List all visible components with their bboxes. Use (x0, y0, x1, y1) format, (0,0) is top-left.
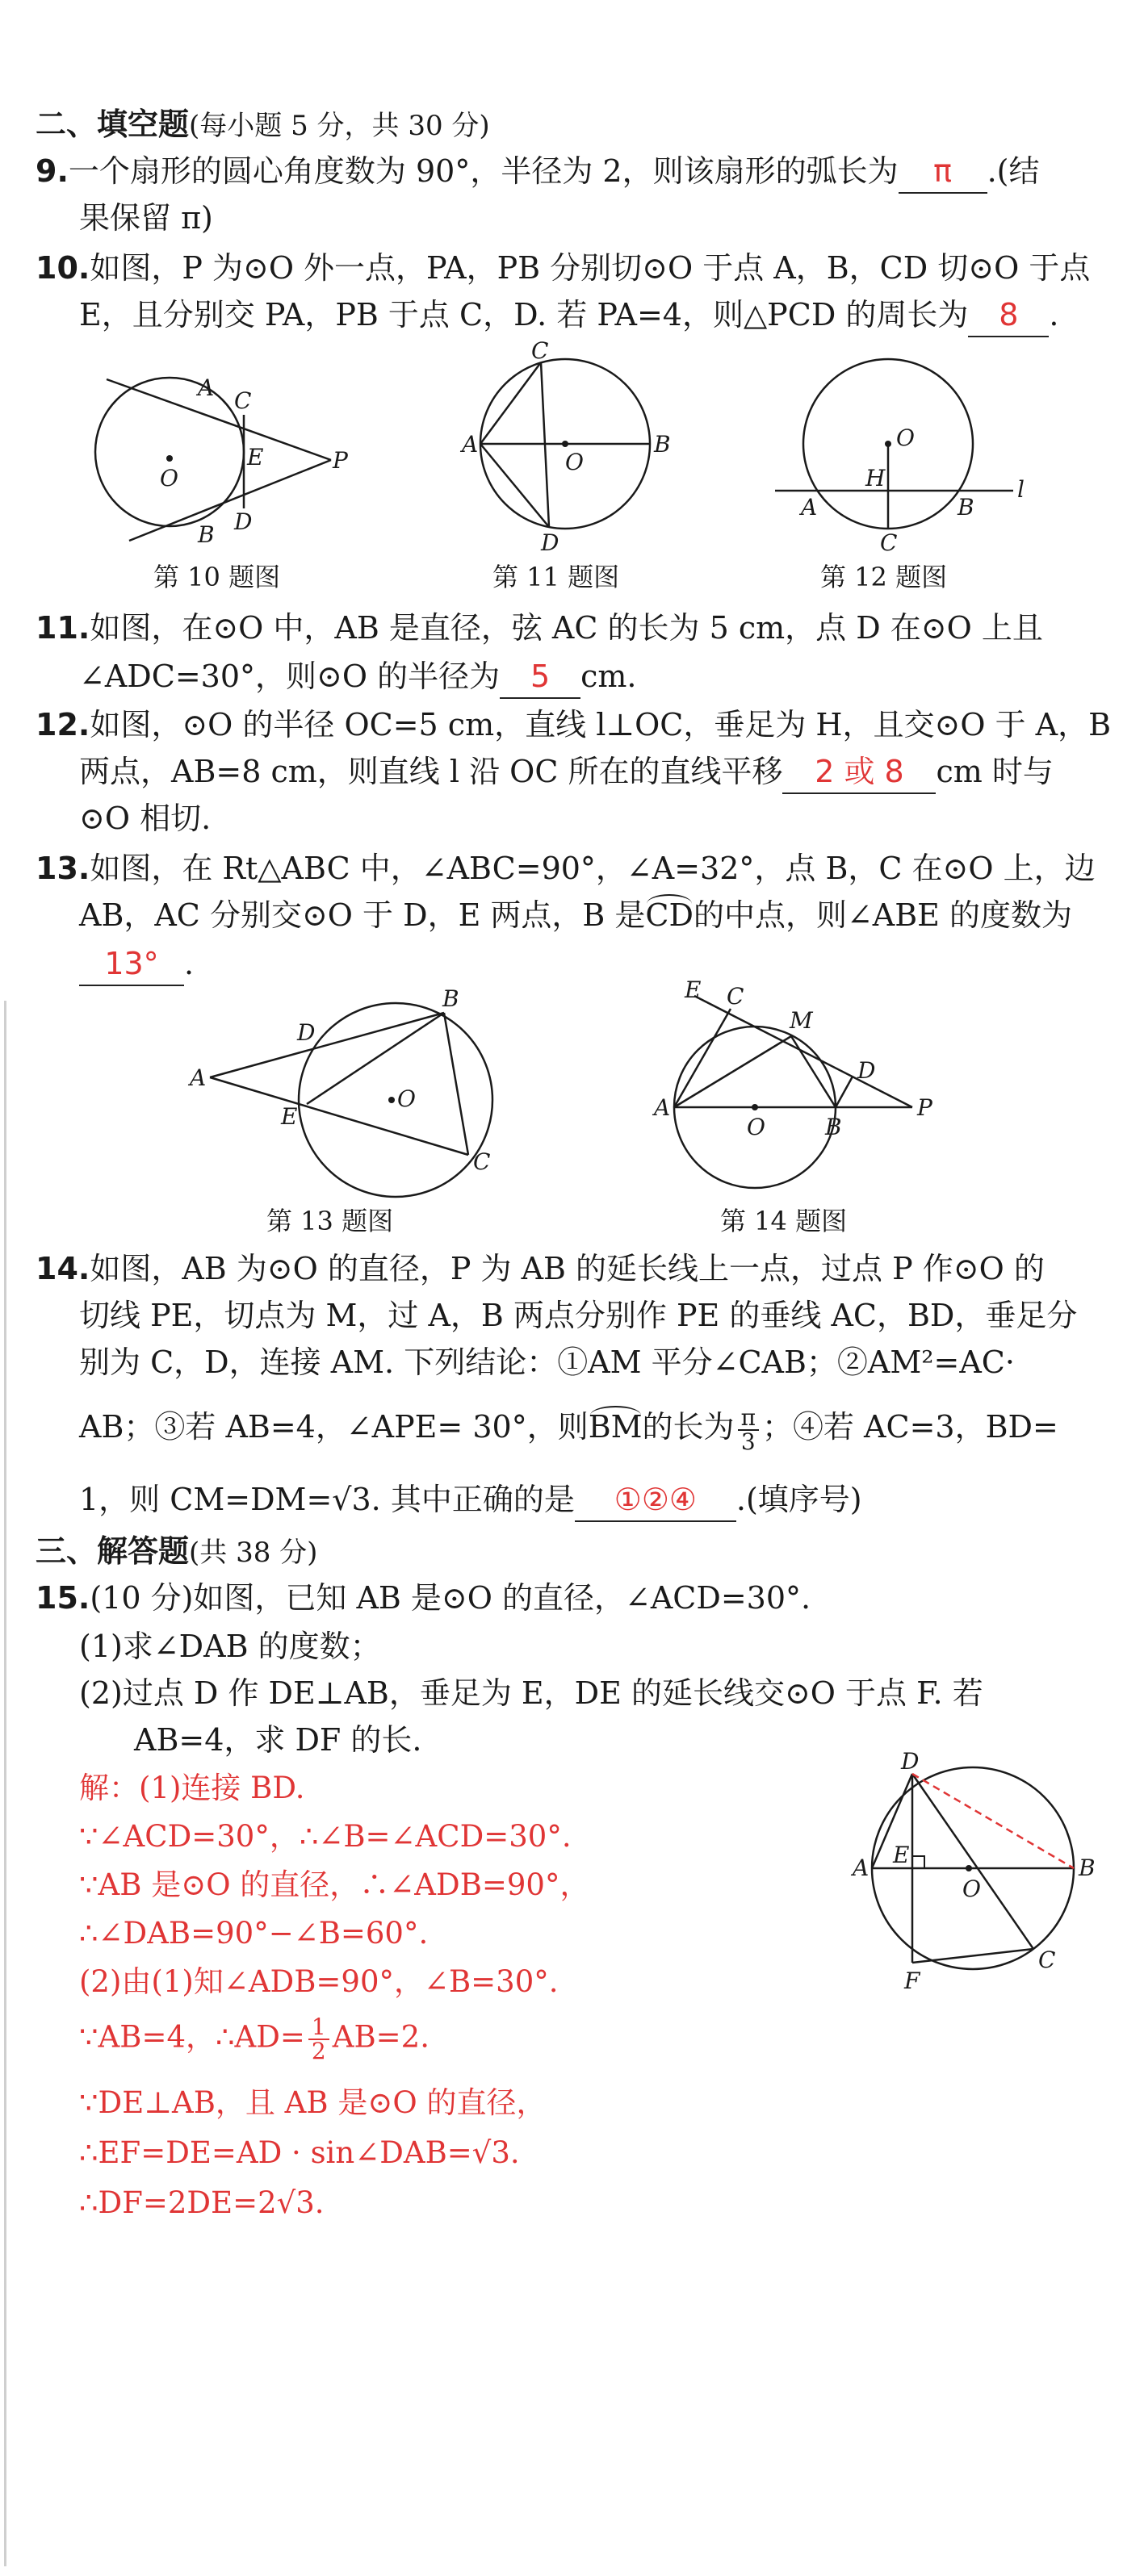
question-number: 14. (36, 1251, 90, 1286)
question-15-line1 (36, 1577, 811, 1619)
answer-blank: 13° (79, 943, 184, 986)
svg-text:C: C (880, 529, 898, 556)
section3-title: 三、解答题 (36, 1533, 190, 1569)
fig13-center-dot (388, 1097, 395, 1103)
section2-heading (36, 103, 490, 147)
fig11-caption: 第 11 题图 (492, 562, 620, 592)
svg-text:B: B (198, 521, 215, 548)
question-text: AB；③若 AB=4，∠APE= 30°，则 (79, 1409, 589, 1445)
fig15-center-dot (966, 1865, 972, 1871)
svg-text:D: D (234, 508, 253, 535)
solution-line-9: ∴DF=2DE=2√3. (79, 2185, 325, 2220)
fig10-tangent-pa (107, 379, 331, 460)
question-11-line2 (79, 655, 637, 699)
question-13-line3 (79, 943, 194, 986)
question-13-line1 (36, 847, 1096, 889)
fraction-numerator: 1 (308, 2016, 329, 2040)
question-text: E，且分别交 PA，PB 于点 C，D. 若 PA=4，则△PCD 的周长为 (79, 297, 969, 332)
question-9-line2 (79, 197, 213, 239)
fig10-caption: 第 10 题图 (153, 562, 281, 592)
svg-text:O: O (397, 1085, 416, 1112)
question-number: 9. (36, 153, 69, 189)
svg-text:C: C (531, 337, 549, 364)
fig13-caption: 第 13 题图 (266, 1206, 394, 1236)
figure-12 (775, 355, 1033, 557)
fig13-side-ac (210, 1077, 468, 1155)
question-text: ⊙O 相切. (79, 801, 212, 836)
question-14-line5 (79, 1478, 862, 1522)
solution-line-7: ∵DE⊥AB，且 AB 是⊙O 的直径， (79, 2085, 547, 2120)
question-10-line1 (36, 247, 1090, 289)
fig14-segment-bm (791, 1036, 836, 1107)
question-text: ；④若 AC=3，BD= (761, 1409, 1058, 1445)
fig11-center-dot (562, 441, 568, 447)
question-text: 1，则 CM=DM=√3. 其中正确的是 (79, 1482, 575, 1517)
fraction-pi-over-3 (738, 1403, 759, 1455)
question-number: 13. (36, 851, 90, 886)
question-text: ∠ADC=30°，则⊙O 的半径为 (79, 659, 501, 694)
svg-text:l: l (1017, 476, 1025, 503)
fig14-perp-ac (674, 1009, 731, 1107)
fig13-side-bc (444, 1013, 468, 1155)
solution-text: AB=2. (332, 2019, 430, 2055)
svg-text:A: A (801, 494, 818, 521)
question-number: 15. (36, 1580, 90, 1616)
question-text: .(结 (987, 153, 1040, 189)
arc-label: CD (645, 894, 694, 936)
fig14-caption: 第 14 题图 (720, 1206, 848, 1236)
answer-blank: π (899, 150, 987, 194)
question-text: . (1049, 297, 1059, 332)
solution-line-6 (79, 2016, 430, 2063)
question-15-part2-line1 (79, 1672, 983, 1714)
question-text: (10 分)如图，已知 AB 是⊙O 的直径，∠ACD=30°. (90, 1580, 811, 1616)
svg-text:C: C (727, 983, 744, 1010)
svg-text:C: C (473, 1148, 491, 1175)
svg-text:E: E (247, 444, 264, 470)
answer-blank: 5 (500, 655, 580, 699)
svg-text:O: O (160, 465, 178, 491)
svg-text:D: D (901, 1748, 920, 1775)
fig14-perp-bd (836, 1077, 853, 1107)
question-text: AB=4，求 DF 的长. (134, 1722, 422, 1758)
solution-line-1: 解：(1)连接 BD. (79, 1771, 305, 1805)
fraction-numerator: π (738, 1407, 759, 1431)
fig13-segment-be (307, 1013, 444, 1104)
svg-text:C: C (234, 387, 252, 414)
svg-text:B: B (1079, 1855, 1096, 1881)
svg-text:P: P (333, 447, 348, 474)
figure-14 (654, 976, 945, 1188)
svg-text:E: E (893, 1842, 910, 1868)
question-text: .(填序号) (735, 1482, 862, 1517)
answer-blank: 8 (968, 294, 1049, 337)
question-text: 如图，AB 为⊙O 的直径，P 为 AB 的延长线上一点，过点 P 作⊙O 的 (90, 1251, 1045, 1286)
question-14-line4 (79, 1403, 1058, 1455)
figure-13 (186, 985, 525, 1186)
question-15-part2-line2 (134, 1719, 421, 1761)
question-text: (1)求∠DAB 的度数； (79, 1629, 381, 1664)
svg-text:O: O (896, 424, 915, 451)
svg-text:M: M (790, 1007, 813, 1034)
fig12-caption: 第 12 题图 (820, 562, 948, 592)
fig14-segment-am (674, 1036, 791, 1107)
fraction-one-half (308, 2016, 329, 2063)
solution-text: ∵AB=4，∴AD= (79, 2019, 305, 2055)
solution-line-2: ∵∠ACD=30°，∴∠B=∠ACD=30°. (79, 1819, 572, 1854)
question-text: 如图，在 Rt△ABC 中，∠ABC=90°，∠A=32°，点 B，C 在⊙O 上，边 (90, 851, 1096, 886)
question-12-line1 (36, 704, 1111, 746)
svg-text:B: B (654, 431, 671, 458)
fig10-center-dot (166, 455, 173, 462)
svg-text:B: B (442, 985, 459, 1012)
svg-text:A: A (198, 374, 215, 401)
svg-text:P: P (917, 1094, 932, 1121)
question-text: 两点，AB=8 cm，则直线 l 沿 OC 所在的直线平移 (79, 754, 783, 789)
question-text: 一个扇形的圆心角度数为 90°，半径为 2，则该扇形的弧长为 (68, 153, 899, 189)
question-11-line1 (36, 607, 1043, 649)
answer-blank: ①②④ (575, 1478, 736, 1522)
question-text: (2)过点 D 作 DE⊥AB，垂足为 E，DE 的延长线交⊙O 于点 F. 若 (79, 1675, 983, 1711)
question-14-line3 (79, 1341, 1015, 1383)
fig14-center-dot (752, 1104, 758, 1110)
figure-11 (452, 337, 671, 557)
section2-note: (每小题 5 分，共 30 分) (189, 110, 490, 142)
solution-line-4: ∴∠DAB=90°−∠B=60°. (79, 1916, 429, 1951)
svg-text:E: E (685, 976, 702, 1003)
svg-text:D: D (857, 1057, 876, 1084)
question-9-line1 (36, 150, 1040, 194)
question-text: 切线 PE，切点为 M，过 A，B 两点分别作 PE 的垂线 AC，BD，垂足分 (79, 1298, 1078, 1333)
question-15-part1 (79, 1625, 381, 1667)
fig11-chord-ac (480, 362, 541, 444)
svg-text:D: D (541, 529, 559, 556)
question-text: 果保留 π) (79, 200, 213, 236)
question-text: 如图，P 为⊙O 外一点，PA，PB 分别切⊙O 于点 A，B，CD 切⊙O 于点 (90, 250, 1091, 286)
section3-heading (36, 1530, 317, 1574)
question-text: 的长为 (642, 1409, 735, 1445)
fraction-denominator: 2 (311, 2038, 326, 2064)
question-text: cm 时与 (936, 754, 1054, 789)
arc-label: BM (589, 1406, 643, 1448)
question-number: 11. (36, 610, 90, 646)
question-text: 别为 C，D，连接 AM. 下列结论：①AM 平分∠CAB；②AM²=AC· (79, 1344, 1015, 1380)
question-number: 12. (36, 707, 90, 742)
solution-line-3: ∵AB 是⊙O 的直径，∴∠ADB=90°， (79, 1867, 590, 1902)
fig13-side-ab (210, 1013, 444, 1077)
question-text: 如图，⊙O 的半径 OC=5 cm，直线 l⊥OC，垂足为 H，且交⊙O 于 A，B (90, 707, 1112, 742)
fig15-right-angle-mark (912, 1856, 924, 1868)
fraction-denominator: 3 (740, 1428, 756, 1455)
question-12-line2 (79, 751, 1054, 794)
question-number: 10. (36, 250, 90, 286)
fig15-chord-dc (912, 1774, 1033, 1949)
fig15-segment-bd-dashed (912, 1774, 1074, 1868)
question-text: cm. (580, 659, 637, 694)
svg-text:O: O (747, 1114, 765, 1140)
svg-text:H: H (865, 465, 886, 491)
svg-text:B: B (958, 494, 974, 521)
solution-line-8: ∴EF=DE=AD · sin∠DAB=√3. (79, 2135, 520, 2170)
page-margin-bar (4, 1001, 6, 2566)
question-10-line2 (79, 294, 1058, 337)
fig12-center-dot (885, 441, 891, 447)
figure-10 (89, 355, 379, 549)
svg-text:F: F (904, 1968, 920, 1994)
section3-note: (共 38 分) (189, 1537, 318, 1569)
question-12-line3 (79, 797, 211, 839)
svg-text:D: D (297, 1019, 316, 1046)
section2-title: 二、填空题 (36, 107, 190, 142)
question-14-line1 (36, 1248, 1045, 1290)
svg-text:A: A (462, 431, 479, 458)
svg-text:A: A (190, 1064, 207, 1091)
solution-line-5: (2)由(1)知∠ADB=90°，∠B=30°. (79, 1964, 559, 1999)
figure-15 (848, 1748, 1106, 1994)
svg-text:B: B (825, 1114, 842, 1140)
svg-text:A: A (654, 1094, 671, 1121)
answer-blank: 2 或 8 (782, 751, 936, 794)
question-text: . (184, 946, 195, 981)
svg-text:E: E (281, 1103, 298, 1130)
svg-text:O: O (962, 1876, 981, 1902)
question-text: 如图，在⊙O 中，AB 是直径，弦 AC 的长为 5 cm，点 D 在⊙O 上且 (90, 610, 1043, 646)
svg-text:C: C (1038, 1947, 1056, 1973)
question-text: AB，AC 分别交⊙O 于 D，E 两点，B 是 (79, 897, 646, 933)
question-text: 的中点，则∠ABE 的度数为 (693, 897, 1072, 933)
fig13-circle (299, 1003, 492, 1197)
svg-text:A: A (853, 1855, 870, 1881)
svg-text:O: O (565, 449, 584, 475)
question-14-line2 (79, 1294, 1077, 1336)
question-13-line2 (79, 894, 1072, 936)
